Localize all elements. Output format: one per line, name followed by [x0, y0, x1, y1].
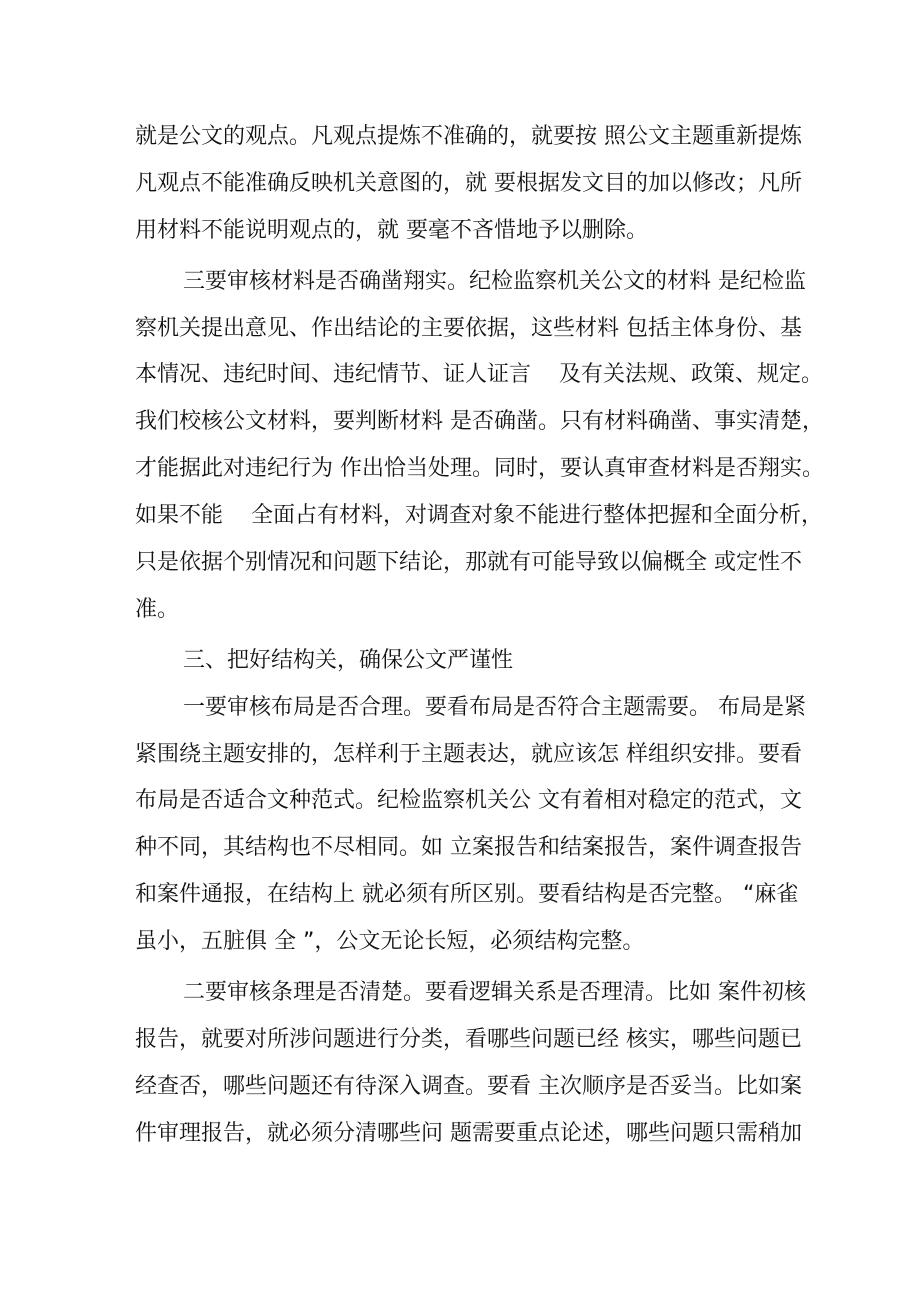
text-line: 察机关提出意见、作出结论的主要依据，这些材料 包括主体身份、基: [135, 315, 802, 341]
text-line: 用材料不能说明观点的，就 要毫不吝惜地予以删除。: [135, 217, 648, 243]
text-line: 经查否，哪些问题还有待深入调查。要看 主次顺序是否妥当。比如案: [135, 1073, 802, 1099]
text-line: 和案件通报，在结构上 就必须有所区别。要看结构是否完整。 “麻雀: [135, 882, 799, 908]
text-line: 只是依据个别情况和问题下结论，那就有可能导致以偏概全 或定性不: [135, 550, 802, 576]
text-line: 凡观点不能准确反映机关意图的，就 要根据发文目的加以修改；凡所: [135, 170, 802, 196]
text-line: 准。: [135, 596, 180, 622]
text-line: 就是公文的观点。凡观点提炼不准确的，就要按 照公文主题重新提炼: [135, 124, 802, 149]
paragraph-start-line: 一要审核布局是否合理。要看布局是否符合主题需要。 布局是紧: [183, 694, 806, 720]
section-heading: 三、把好结构关，确保公文严谨性: [183, 647, 514, 673]
paragraph-start-line: 三要审核材料是否确凿翔实。纪检监察机关公文的材料 是纪检监: [183, 268, 806, 294]
text-line: 报告，就要对所涉问题进行分类，看哪些问题已经 核实，哪些问题已: [135, 1026, 802, 1052]
text-line: 我们校核公文材料，要判断材料 是否确凿。只有材料确凿、事实清楚，: [135, 409, 824, 435]
text-line: 紧围绕主题安排的，怎样利于主题表达，就应该怎 样组织安排。要看: [135, 741, 802, 767]
text-line: 虽小，五脏俱 全 ”，公文无论长短，必须结构完整。: [135, 929, 645, 955]
text-line: 才能据此对违纪行为 作出恰当处理。同时，要认真审查材料是否翔实。: [135, 456, 824, 482]
paragraph-start-line: 二要审核条理是否清楚。要看逻辑关系是否理清。比如 案件初核: [183, 980, 806, 1006]
text-line: 布局是否适合文种范式。纪检监察机关公 文有着相对稳定的范式，文: [135, 788, 802, 814]
document-body: [135, 114, 824, 1158]
text-line: 本情况、违纪时间、违纪情节、证人证言 及有关法规、政策、规定。: [135, 362, 823, 388]
text-line: 种不同，其结构也不尽相同。如 立案报告和结案报告，案件调查报告: [135, 835, 802, 861]
text-line: 如果不能 全面占有材料，对调查对象不能进行整体把握和全面分析，: [135, 503, 823, 529]
text-line: 件审理报告，就必须分清哪些问 题需要重点论述，哪些问题只需稍加: [135, 1120, 802, 1146]
